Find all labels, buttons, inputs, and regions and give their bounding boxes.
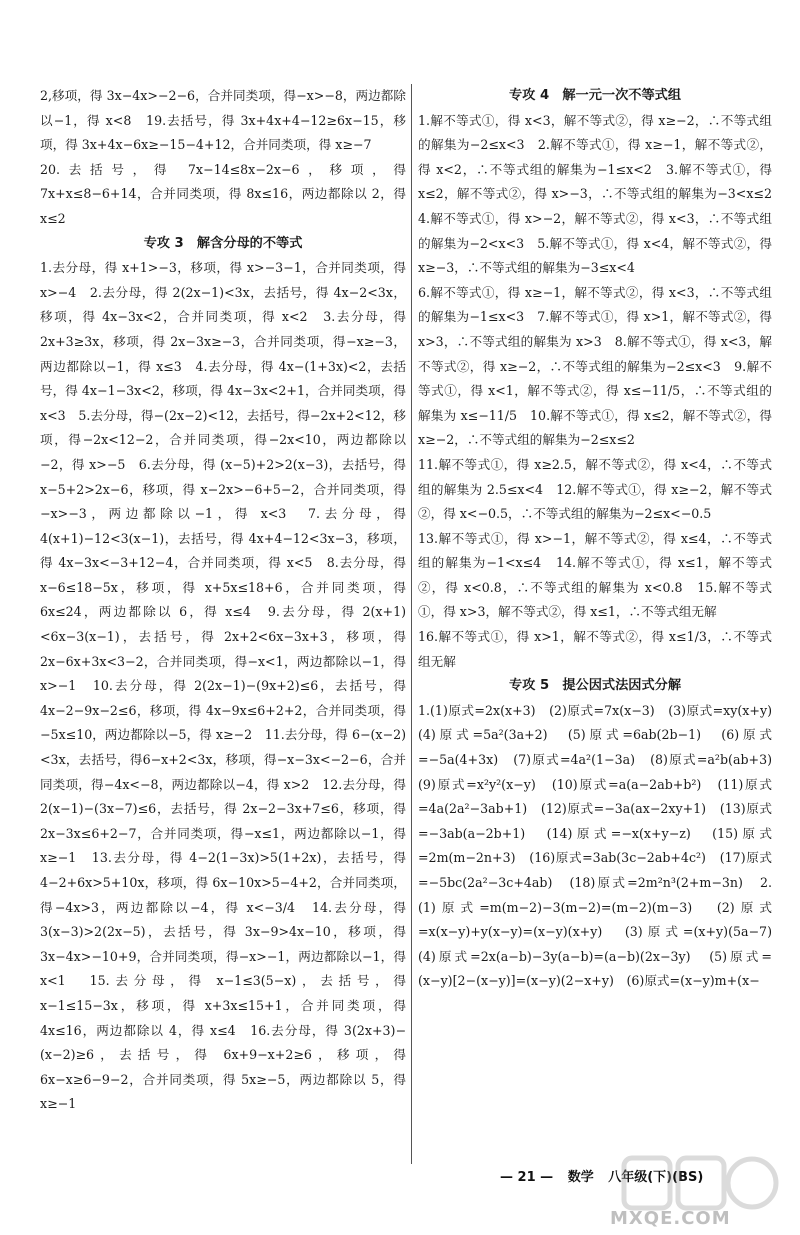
section-title: 专攻 5 提公因式法因式分解 xyxy=(508,678,682,694)
answer-paragraph: 1.去分母，得 x+1>−3，移项，得 x>−3−1，合并同类项，得 x>−4 2.去分母，得 2(2x−1)<3x，去括号，得 4x−2<3x，移项，得 4x−3x<2，合并同类项，得 x<2 3.去分母，得2x+3≥3x，移项，得 2x−3x≥−3，合并同类项，得−x≥−3，两边都除以−1，得 x≤3 4.去分母，得 4x−(1+3x)<2，去括号，得 4x−1−3x<2，移项，得 4x−3x<2+1，合并同类项，得 x<3 5.去分母，得−(2x−2)<12，去括号，得−2x+2<12，移项，得−2x<12−2，合并同类项，得−2x<10，两边都除以−2，得 x>−5 6.去分母，得 (x−5)+2>2(x−3)，去括号，得 x−5+2>2x−6，移项，得 x−2x>−6+5−2，合并同类项，得−x>−3，两边都除以−1，得 x<3 7.去分母，得 4(x+1)−12<3(x−1)，去括号，得 4x+4−12<3x−3，移项，得 4x−3x<−3+12−4，合并同类项，得 x<5 8.去分母，得 x−6≤18−5x，移项，得 x+5x≤18+6，合并同类项，得 6x≤24，两边都除以 6，得 x≤4 9.去分母，得 2(x+1)<6x−3(x−1)，去括号，得 2x+2<6x−3x+3，移项，得 2x−6x+3x<3−2，合并同类项，得−x<1，两边都除以−1，得 x>−1 10.去分母，得 2(2x−1)−(9x+2)≤6，去括号，得 4x−2−9x−2≤6，移项，得 4x−9x≤6+2+2，合并同类项，得−5x≤10，两边都除以−5，得 x≥−2 11.去分母，得 6−(x−2)<3x，去括号，得6−x+2<3x，移项，得−x−3x<−2−6，合并同类项，得−4x<−8，两边都除以−4，得 x>2 12.去分母，得 2(x−1)−(3x−7)≤6，去括号，得 2x−2−3x+7≤6，移项，得 2x−3x≤6+2−7，合并同类项，得−x≤1，两边都除以−1，得 x≥−1 13.去分母，得 4−2(1−3x)>5(1+2x)，去括号，得 4−2+6x>5+10x，移项，得 6x−10x>5−4+2，合并同类项，得−4x>3，两边都除以−4，得 x<−3/4 14.去分母，得 3(x−3)>2(2x−5)，去括号，得 3x−9>4x−10，移项，得 3x−4x>−10+9，合并同类项，得−x>−1，两边都除以−1，得 x<1 15.去分母，得 x−1≤3(5−x)，去括号，得 x−1≤15−3x，移项，得 x+3x≤15+1，合并同类项，得 4x≤16，两边都除以 4，得 x≤4 16.去分母，得 3(2x+3)−(x−2)≥6，去括号，得 6x+9−x+2≥6，移项，得 6x−x≥6−9−2，合并同类项，得 5x≥−5，两边都除以 5，得 x≥−1 xyxy=(40,260,406,1112)
answer-paragraph: 16.解不等式①，得 x>1，解不等式②，得 x≤1/3，∴不等式组无解 xyxy=(418,629,772,669)
right-column xyxy=(418,84,785,994)
column-divider xyxy=(411,84,412,1164)
left-column xyxy=(40,84,406,1117)
page-number: — 21 — xyxy=(500,1170,554,1185)
answer-paragraph: 2,移项，得 3x−4x>−2−6，合并同类项，得−x>−8，两边都除以−1，得 x<8 19.去括号，得 3x+4x+4−12≥6x−15，移项，得 3x+4x−6x≥−15−4+12，合并同类项，得 x≥−7 xyxy=(40,88,406,153)
answer-paragraph: 1.(1)原式=2x(x+3) (2)原式=7x(x−3) (3)原式=xy(x+y) (4)原式=5a²(3a+2) (5)原式=6ab(2b−1) (6)原式=−5a(4+3x) (7)原式=4a²(1−3a) (8)原式=a²b(ab+3) (9)原式=x²y²(x−y) (10)原式=a(a−2ab+b²) (11)原式=4a(2a²−3ab+1) (12)原式=−3a(ax−2xy+1) (13)原式=−3ab(a−2b+1) (14)原式=−x(x+y−z) (15)原式=2m(m−2n+3) (16)原式=3ab(3c−2ab+4c²) (17)原式=−5bc(2a²−3c+4ab) (18)原式=2m²n³(2+m−3n) 2.(1)原式=m(m−2)−3(m−2)=(m−2)(m−3) (2)原式=x(x−y)+y(x−y)=(x−y)(x+y) (3)原式=(x+y)(5a−7) (4)原式=2x(a−b)−3y(a−b)=(a−b)(2x−3y) (5)原式=(x−y)[2−(x−y)]=(x−y)(2−x+y) (6)原式=(x−y)m+(x− xyxy=(418,702,785,989)
answer-paragraph: 20.去括号，得 7x−14≤8x−2x−6，移项，得 7x+x≤8−6+14，合并同类项，得 8x≤16，两边都除以 2，得 x≤2 xyxy=(40,161,406,226)
watermark-url: MXQE.COM xyxy=(610,1208,731,1229)
subject-label: 数学 xyxy=(567,1170,594,1185)
section-title: 专攻 3 解含分母的不等式 xyxy=(143,235,303,251)
answer-paragraph: 13.解不等式①，得 x>−1，解不等式②，得 x≤4，∴不等式组的解集为−1<x≤4 14.解不等式①，得 x≤1，解不等式②，得 x<0.8，∴不等式组的解集为 x<0.8 15.解不等式①，得 x>3，解不等式②，得 x≤1，∴不等式组无解 xyxy=(418,530,772,620)
answer-paragraph: 11.解不等式①，得 x≥2.5，解不等式②，得 x<4，∴不等式组的解集为 2.5≤x<4 12.解不等式①，得 x≥−2，解不等式②，得 x<−0.5，∴不等式组的解集为−2≤x<−0.5 xyxy=(418,456,772,522)
section-title: 专攻 4 解一元一次不等式组 xyxy=(508,88,682,103)
grade-label: 八年级(下)(BS) xyxy=(608,1170,704,1185)
answer-paragraph: 1.解不等式①，得 x<3，解不等式②，得 x≥−2，∴不等式组的解集为−2≤x<3 2.解不等式①，得 x≥−1，解不等式②，得 x<2，∴不等式组的解集为−1≤x<2 3.解不等式①，得 x≤2，解不等式②，得 x>−3，∴不等式组的解集为−3<x≤2 4.解不等式①，得 x>−2，解不等式②，得 x<3，∴不等式组的解集为−2<x<3 5.解不等式①，得 x<4，解不等式②，得 x≥−3，∴不等式组的解集为−3≤x<4 xyxy=(418,112,785,276)
answer-paragraph: 6.解不等式①，得 x≥−1，解不等式②，得 x<3，∴不等式组的解集为−1≤x<3 7.解不等式①，得 x>1，解不等式②，得 x>3，∴不等式组的解集为 x>3 8.解不等式①，得 x<3，解不等式②，得 x≥−2，∴不等式组的解集为−2≤x<3 9.解不等式①，得 x<1，解不等式②，得 x≤−11/5，∴不等式组的解集为 x≤−11/5 10.解不等式①，得 x≤2，解不等式②，得 x≥−2，∴不等式组的解集为−2≤x≤2 xyxy=(418,284,772,448)
